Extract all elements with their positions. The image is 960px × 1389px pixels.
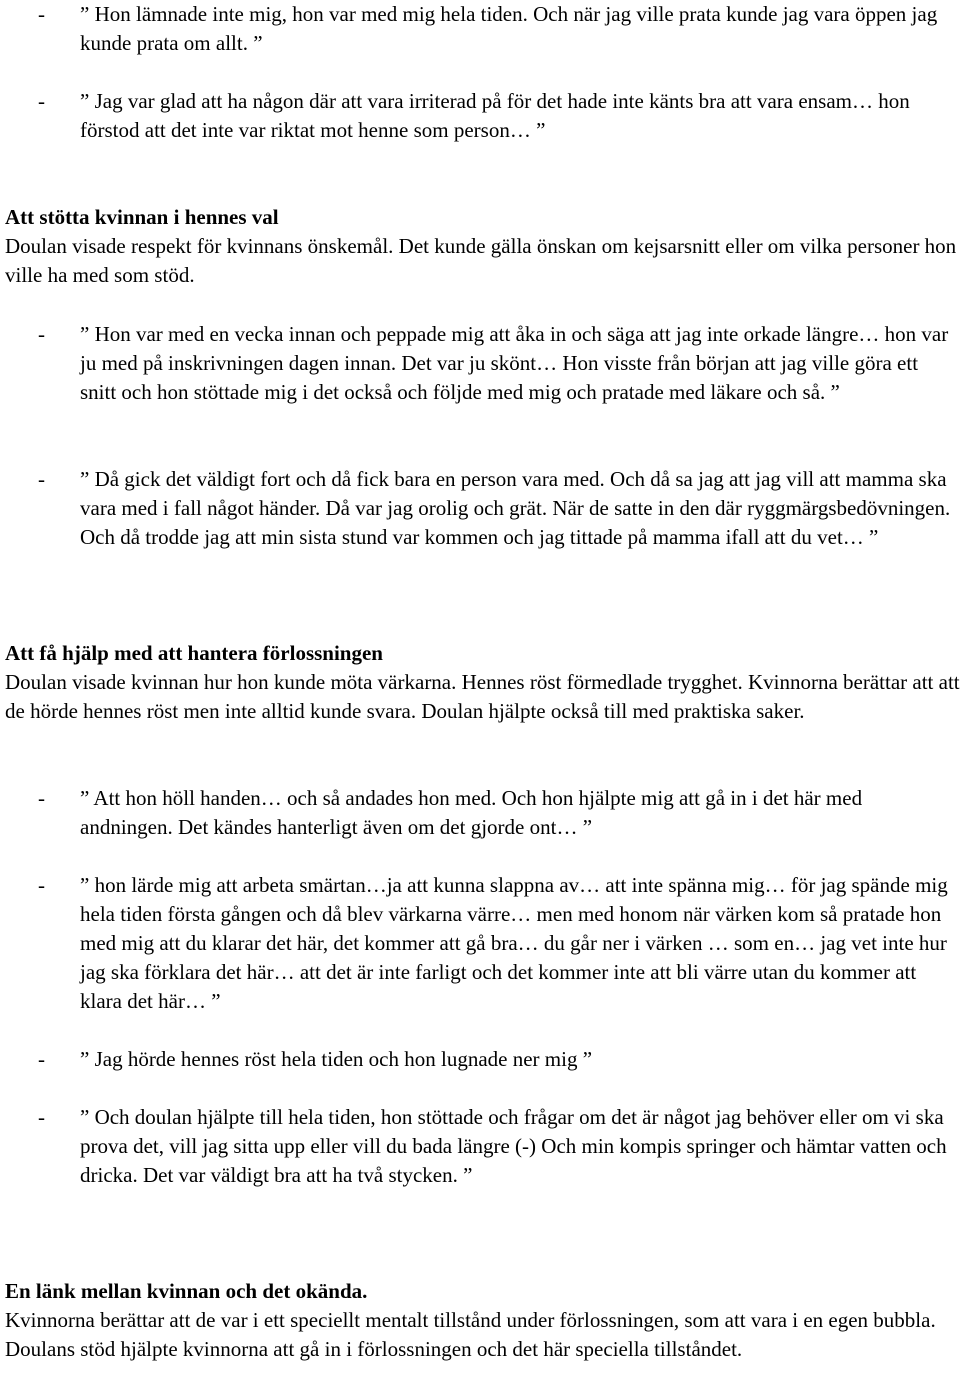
quote-item [0, 320, 956, 407]
list-dash: - [38, 1047, 45, 1071]
quote-item [0, 87, 956, 145]
list-dash: - [38, 89, 45, 113]
quote-item [0, 465, 956, 552]
list-dash: - [38, 786, 45, 810]
section-heading: En länk mellan kvinnan och det okända. [5, 1279, 368, 1303]
quote-text: ” Jag hörde hennes röst hela tiden och hon lugnade ner mig ” [80, 1047, 593, 1071]
quote-text: ” Hon var med en vecka innan och peppade mig att åka in och säga att jag inte orkade längre… hon var ju med på inskrivningen dagen innan. Det var ju skönt… Hon visste från början att jag ville göra ett snitt och hon stöttade mig i det också och följde med mig och pratade med läkare och så. ” [80, 322, 949, 404]
quote-text: ” Jag var glad att ha någon där att vara irriterad på för det hade inte känts bra att vara ensam… hon förstod att det inte var riktat mot henne som person… ” [80, 89, 910, 142]
section-heading: Att få hjälp med att hantera förlossningen [5, 641, 383, 665]
quote-item [0, 1045, 956, 1074]
quote-text: ” Och doulan hjälpte till hela tiden, hon stöttade och frågar om det är något jag behöver eller om vi ska prova det, vill jag sitta upp eller vill du bada längre (-) Och min kompis springer och hämtar vatten och dricka. Det var väldigt bra att ha två stycken. ” [80, 1105, 947, 1187]
quote-item [0, 0, 956, 58]
list-dash: - [38, 2, 45, 26]
quote-item [0, 871, 956, 1016]
quote-item [0, 1103, 956, 1190]
list-dash: - [38, 467, 45, 491]
section-paragraph: Kvinnorna berättar att de var i ett speciellt mentalt tillstånd under förlossningen, som att vara i en egen bubbla. Doulans stöd hjälpte kvinnorna att gå in i förlossningen och det här speciella tillståndet. [5, 1308, 936, 1361]
quote-item [0, 784, 956, 842]
section-paragraph: Doulan visade kvinnan hur hon kunde möta värkarna. Hennes röst förmedlade trygghet. Kvinnorna berättar att att de hörde hennes röst men inte alltid kunde svara. Doulan hjälpte också till med praktiska saker. [5, 670, 960, 723]
list-dash: - [38, 873, 45, 897]
section-heading: Att stötta kvinnan i hennes val [5, 205, 279, 229]
quote-text: ” hon lärde mig att arbeta smärtan…ja att kunna slappna av… att inte spänna mig… för jag spände mig hela tiden första gången och då blev värkarna värre… men med honom när värken kom så pratade hon med mig att du klarar det här, det kommer att gå bra… du går ner i värken … som en… jag vet inte hur jag ska förklara det här… att det är inte farligt och det kommer inte att bli värre utan du kommer att klara det här… ” [80, 873, 948, 1013]
list-dash: - [38, 322, 45, 346]
quote-text: ” Hon lämnade inte mig, hon var med mig hela tiden. Och när jag ville prata kunde jag vara öppen jag kunde prata om allt. ” [80, 2, 938, 55]
quote-text: ” Att hon höll handen… och så andades hon med. Och hon hjälpte mig att gå in i det här med andningen. Det kändes hanterligt även om det gjorde ont… ” [80, 786, 863, 839]
quote-text: ” Då gick det väldigt fort och då fick bara en person vara med. Och då sa jag att jag vill att mamma ska vara med i fall något händer. Då var jag orolig och grät. När de satte in den där ryggmärgsbedövningen. Och då trodde jag att min sista stund var kommen och jag tittade på mamma ifall att du vet… ” [80, 467, 951, 549]
list-dash: - [38, 1105, 45, 1129]
section-paragraph: Doulan visade respekt för kvinnans önskemål. Det kunde gälla önskan om kejsarsnitt eller om vilka personer hon ville ha med som stöd. [5, 234, 957, 287]
